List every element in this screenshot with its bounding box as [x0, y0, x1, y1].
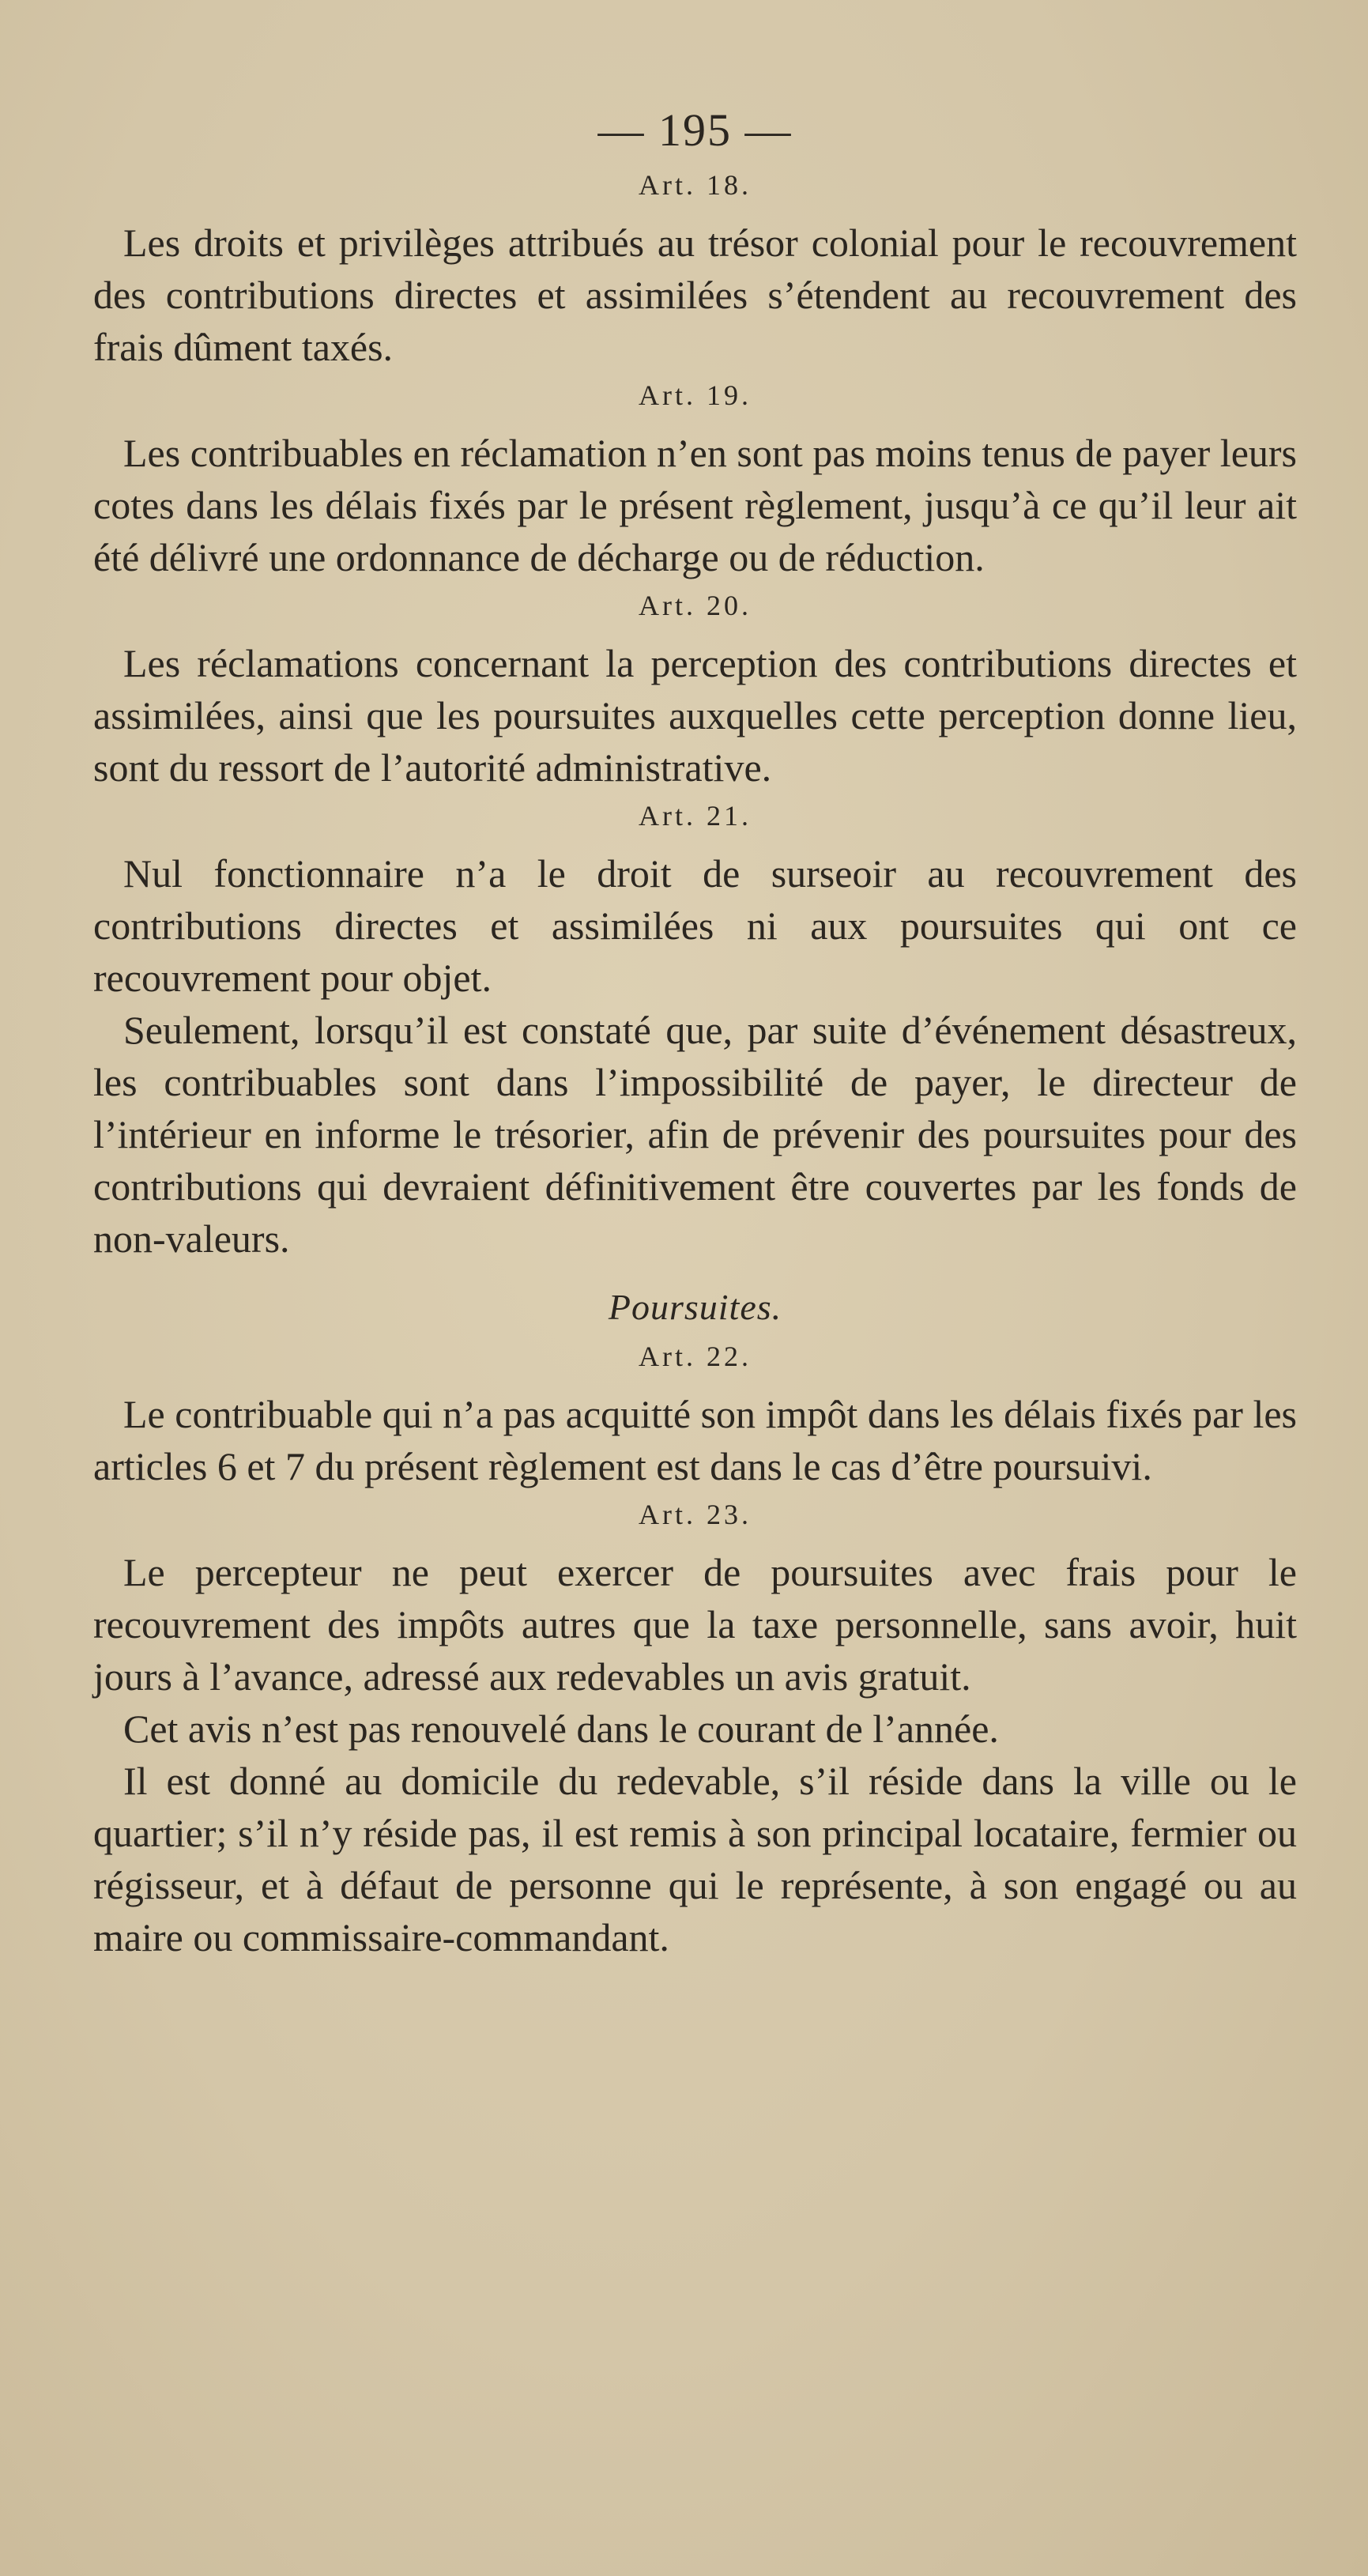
- page-number: — 195 —: [597, 104, 793, 156]
- article-21-title: Art. 21.: [639, 800, 752, 832]
- article-20-title: Art. 20.: [639, 590, 752, 621]
- article-22-paragraph-1: Le contribuable qui n’a pas acquitté son impôt dans les délais fixés par les articles 6 et 7 du présent règlement est dans le cas d’être poursuivi.: [93, 1392, 1297, 1488]
- article-19-paragraph-1: Les contribuables en réclamation n’en sont pas moins tenus de payer leurs cotes dans les délais fixés par le présent règlement, jusqu’à ce qu’il leur ait été délivré une ordonnance de décharge ou de réduction.: [93, 431, 1297, 579]
- article-23-title: Art. 23.: [639, 1499, 752, 1530]
- poursuites-heading: Poursuites.: [608, 1287, 782, 1327]
- article-18-paragraph-1: Les droits et privilèges attribués au trésor colonial pour le recouvrement des contributions directes et assimilées s’étendent au recouvrement des frais dûment taxés.: [93, 221, 1297, 369]
- article-23-paragraph-3: Il est donné au domicile du redevable, s’il réside dans la ville ou le quartier; s’il n’y réside pas, il est remis à son principal locataire, fermier ou régisseur, et à défaut de personne qui le représente, à son engagé ou au maire ou commissaire-commandant.: [93, 1759, 1297, 1959]
- article-23-paragraph-2: Cet avis n’est pas renouvelé dans le courant de l’année.: [123, 1707, 999, 1751]
- article-21-paragraph-2: Seulement, lorsqu’il est constaté que, par suite d’événement désastreux, les contribuables sont dans l’impossibilité de payer, le directeur de l’intérieur en informe le trésorier, afin de prévenir des poursuites pour des contributions qui devraient définitivement être couvertes par les fonds de non-valeurs.: [93, 1008, 1297, 1261]
- article-20-paragraph-1: Les réclamations concernant la perception des contributions directes et assimilées, ainsi que les poursuites auxquelles cette perception donne lieu, sont du ressort de l’autorité administrative.: [93, 641, 1297, 790]
- article-19-title: Art. 19.: [639, 379, 752, 411]
- article-18-title: Art. 18.: [639, 169, 752, 201]
- article-22-title: Art. 22.: [639, 1341, 752, 1372]
- article-23-paragraph-1: Le percepteur ne peut exercer de poursuites avec frais pour le recouvrement des impôts autres que la taxe personnelle, sans avoir, huit jours à l’avance, adressé aux redevables un avis gratuit.: [93, 1550, 1297, 1699]
- article-21-paragraph-1: Nul fonctionnaire n’a le droit de surseoir au recouvrement des contributions directes et assimilées ni aux poursuites qui ont ce recouvrement pour objet.: [93, 851, 1297, 1000]
